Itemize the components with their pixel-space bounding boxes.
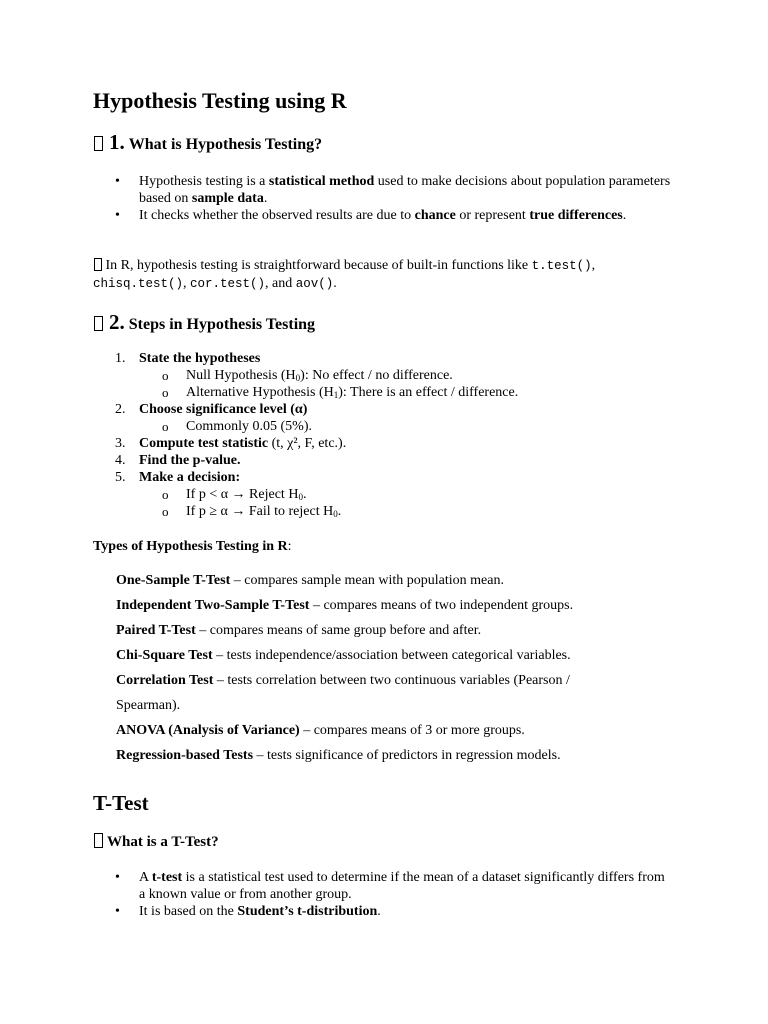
text-run: Alternative Hypothesis (H [186, 385, 334, 400]
text-run: If p < α → Reject H [186, 487, 299, 502]
sub-bullet-icon: o [162, 385, 169, 400]
type-item-two-sample [116, 593, 636, 618]
list-item [93, 173, 673, 207]
text-run: , [591, 258, 596, 273]
type-item-chi-square [116, 643, 636, 668]
subscript: 0 [295, 373, 301, 383]
code-chisq-test: chisq.test() [93, 277, 184, 291]
text-bold: Compute test statistic [139, 436, 269, 451]
section-1-title: What is Hypothesis Testing? [128, 136, 323, 153]
text-run: . [337, 504, 342, 519]
missing-glyph-icon [94, 316, 103, 331]
subscript: 1 [333, 390, 339, 400]
section-2-title: Steps in Hypothesis Testing [128, 316, 316, 333]
ttest-question-heading [93, 833, 219, 851]
type-desc: – tests independence/association between categorical variables. [212, 648, 571, 663]
step-number: 5. [115, 470, 126, 485]
text-run: ): No effect / no difference. [300, 368, 453, 383]
bullet-icon: • [115, 904, 120, 919]
text-bold: chance [414, 208, 456, 223]
text-run: . [302, 487, 307, 502]
type-item-anova [116, 718, 636, 743]
step-number: 4. [115, 453, 126, 468]
text-run: is a statistical test used to determine if the mean of a dataset significantly differs from a known value or from another group. [139, 870, 665, 902]
step-number: 2. [115, 402, 126, 417]
bullet-icon: • [115, 174, 120, 189]
type-item-one-sample [116, 568, 636, 593]
code-aov: aov() [295, 277, 334, 291]
type-item-paired [116, 618, 636, 643]
sub-bullet-icon: o [162, 419, 169, 434]
ttest-question: What is a T-Test? [107, 834, 219, 850]
type-name: Paired T-Test [116, 623, 196, 638]
text-run: ): There is an effect / difference. [338, 385, 519, 400]
bullet-icon: • [115, 870, 120, 885]
text-bold: true differences [529, 208, 623, 223]
subscript: 0 [298, 492, 303, 502]
sub-text: Commonly 0.05 (5%). [186, 419, 312, 434]
type-name: ANOVA (Analysis of Variance) [116, 723, 300, 738]
text-bold: Student’s t-distribution [237, 904, 378, 919]
type-name: Correlation Test [116, 673, 214, 688]
text-bold: Types of Hypothesis Testing in R [93, 539, 288, 554]
text-run: . [377, 904, 381, 919]
text-run: . [333, 276, 337, 291]
type-desc: – tests significance of predictors in regression models. [253, 748, 561, 763]
type-item-correlation [116, 668, 636, 718]
bullet-icon: • [115, 208, 120, 223]
missing-glyph-icon [94, 136, 103, 151]
sub-text [186, 503, 341, 523]
type-name: Independent Two-Sample T-Test [116, 598, 310, 613]
sub-bullet-icon: o [162, 504, 169, 519]
text-run: Hypothesis testing is a [139, 174, 269, 189]
type-desc: – compares sample mean with population mean. [230, 573, 504, 588]
sub-bullet-icon: o [162, 487, 169, 502]
text-bold: statistical method [268, 174, 375, 189]
text-run: A [139, 870, 152, 885]
text-run: (t, χ², F, etc.). [268, 436, 347, 451]
text-run: Null Hypothesis (H [186, 368, 296, 383]
step-text: Choose significance level (α) [139, 402, 308, 417]
text-run: used to make decisions about population parameters based on [139, 174, 671, 206]
text-run: . [622, 208, 627, 223]
type-name: Chi-Square Test [116, 648, 213, 663]
ttest-bullets [93, 869, 673, 920]
step-text: State the hypotheses [139, 351, 261, 366]
section-1-bullets [93, 173, 673, 224]
step-text: Find the p-value. [139, 453, 241, 468]
sub-bullet-icon: o [162, 368, 169, 383]
text-bold: sample data [191, 191, 264, 206]
type-desc: – compares means of same group before and after. [195, 623, 482, 638]
type-desc: – compares means of two independent groups. [309, 598, 574, 613]
page-title: Hypothesis Testing using R [93, 88, 347, 113]
text-bold: t-test [151, 870, 183, 885]
step-number: 3. [115, 436, 126, 451]
type-desc: – tests correlation between two continuous variables (Pearson / Spearman). [116, 673, 570, 713]
ttest-heading: T-Test [93, 791, 149, 815]
section-1-heading [93, 130, 322, 155]
step-text [139, 435, 346, 452]
list-item [93, 869, 673, 903]
step-text: Make a decision: [139, 470, 241, 485]
text-run: It checks whether the observed results are due to [139, 208, 415, 223]
text-run: , [183, 276, 191, 291]
types-heading [93, 538, 292, 555]
text-run: . [263, 191, 268, 206]
text-run: It is based on the [139, 904, 238, 919]
list-item [93, 903, 673, 920]
section-2-number: 2. [109, 310, 125, 334]
text-run: : [287, 539, 292, 554]
missing-glyph-icon [94, 833, 103, 848]
type-item-regression [116, 743, 636, 768]
text-run: or represent [455, 208, 530, 223]
text-run: In R, hypothesis testing is straightforward because of built-in functions like [102, 258, 532, 273]
subscript: 0 [333, 509, 338, 519]
step-number: 1. [115, 351, 126, 366]
code-t-test: t.test() [531, 259, 592, 273]
type-name: Regression-based Tests [116, 748, 254, 763]
text-run: , and [265, 276, 296, 291]
type-name: One-Sample T-Test [116, 573, 231, 588]
section-1-number: 1. [109, 130, 125, 154]
text-run: If p ≥ α → Fail to reject H [186, 504, 334, 519]
missing-glyph-icon [94, 258, 102, 271]
list-item [93, 207, 673, 224]
section-2-heading [93, 310, 315, 335]
type-desc: – compares means of 3 or more groups. [299, 723, 525, 738]
code-cor-test: cor.test() [190, 277, 266, 291]
r-functions-note [93, 257, 673, 293]
